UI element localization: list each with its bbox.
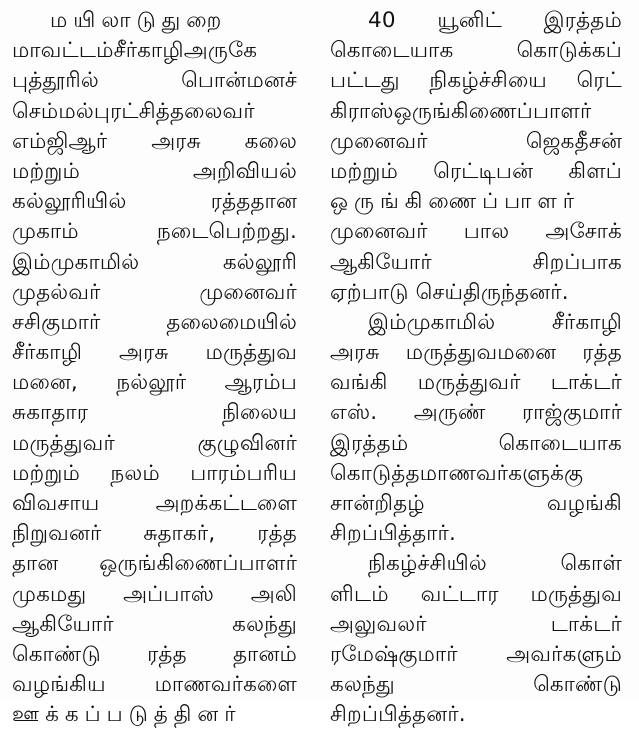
article-line: ஏற்பாடு செய்திருந்தனர்.	[330, 279, 569, 305]
article-line: ஊக்கப்படுத்தினர்	[12, 702, 242, 728]
article-line: அலுவலர் டாக்டர்	[330, 611, 622, 637]
article-line: நிறுவனர் சுதாகர், ரத்த	[12, 521, 297, 547]
article-line: முகாம் நடைபெற்றது.	[12, 219, 297, 245]
article-line: ஒருங்கிணைப்பாளர்	[330, 189, 580, 215]
article-line: முனைவர் ஜெகதீசன்	[330, 128, 622, 154]
article-line: கொண்டு ரத்த தானம்	[12, 641, 297, 667]
article-line: எஸ். அருண் ராஜ்குமார்	[330, 400, 622, 426]
article-line: புத்தூரில் பொன்மனச்	[12, 68, 297, 94]
article-line: செம்மல்புரட்சித்தலைவர்	[12, 98, 255, 124]
article-line: விவசாய அறக்கட்டளை	[12, 491, 297, 516]
article-line: ளிடம் வட்டார மருத்துவ	[330, 581, 622, 607]
article-line: ஆகியோர் சிறப்பாக	[330, 249, 622, 275]
article-line: மனை, நல்லூர் ஆரம்ப	[12, 370, 297, 396]
article-line: கலந்து கொண்டு	[330, 672, 622, 698]
article-line: சீர்காழி அரசு மருத்துவ	[12, 340, 297, 366]
article-line: சிறப்பித்தார்.	[330, 521, 456, 547]
article-line: அரசு மருத்துவமனை ரத்த	[330, 340, 622, 366]
article-line: மற்றும் நலம் பாரம்பரிய	[12, 460, 297, 486]
article-line: எம்ஜிஆர் அரசு கலை	[12, 128, 297, 154]
article-line: ரமேஷ்குமார் அவர்களும்	[330, 641, 622, 667]
article-line: கிராஸ்ஒருங்கிணைப்பாளர்	[330, 98, 592, 124]
article-line: கொடையாக கொடுக்கப்	[330, 38, 622, 64]
article-line: மற்றும் அறிவியல்	[12, 158, 297, 184]
article-line: சுகாதார நிலைய	[12, 400, 297, 426]
article-line: மற்றும் ரெட்டிபன் கிளப்	[330, 158, 622, 184]
article-line: தான ஒருங்கிணைப்பாளர்	[12, 551, 297, 577]
article-right-column	[330, 6, 622, 731]
article-line: சான்றிதழ் வழங்கி	[330, 491, 622, 516]
article-line: மயிலாடுதுறை	[50, 8, 228, 33]
article-line: சசிகுமார் தலைமையில்	[12, 309, 297, 335]
article-line: முதல்வர் முனைவர்	[12, 279, 297, 305]
article-line: முனைவர் பால அசோக்	[330, 219, 622, 245]
article-line: 40 யூனிட் இரத்தம்	[368, 8, 622, 33]
article-line: சிறப்பித்தனர்.	[330, 702, 466, 728]
article-line: இம்முகாமில் சீர்காழி	[368, 309, 622, 335]
article-line: மாவட்டம்சீர்காழிஅருகே	[12, 38, 258, 64]
article-line: வங்கி மருத்துவர் டாக்டர்	[330, 370, 622, 396]
article-line: இம்முகாமில் கல்லூரி	[12, 249, 297, 275]
article-left-column	[12, 6, 297, 731]
article-line: வழங்கிய மாணவர்களை	[12, 672, 297, 698]
article-line: ஆகியோர் கலந்து	[12, 611, 297, 637]
article-line: இரத்தம் கொடையாக	[330, 430, 622, 456]
article-line: நிகழ்ச்சியில் கொள்	[368, 551, 622, 577]
article-line: மருத்துவர் குழுவினர்	[12, 430, 297, 456]
article-line: கொடுத்தமாணவர்களுக்கு	[330, 460, 584, 486]
article-line: பட்டது நிகழ்ச்சியை ரெட்	[330, 68, 622, 94]
article-line: கல்லூரியில் ரத்ததான	[12, 189, 297, 215]
article-line: முகமது அப்பாஸ் அலி	[12, 581, 297, 607]
